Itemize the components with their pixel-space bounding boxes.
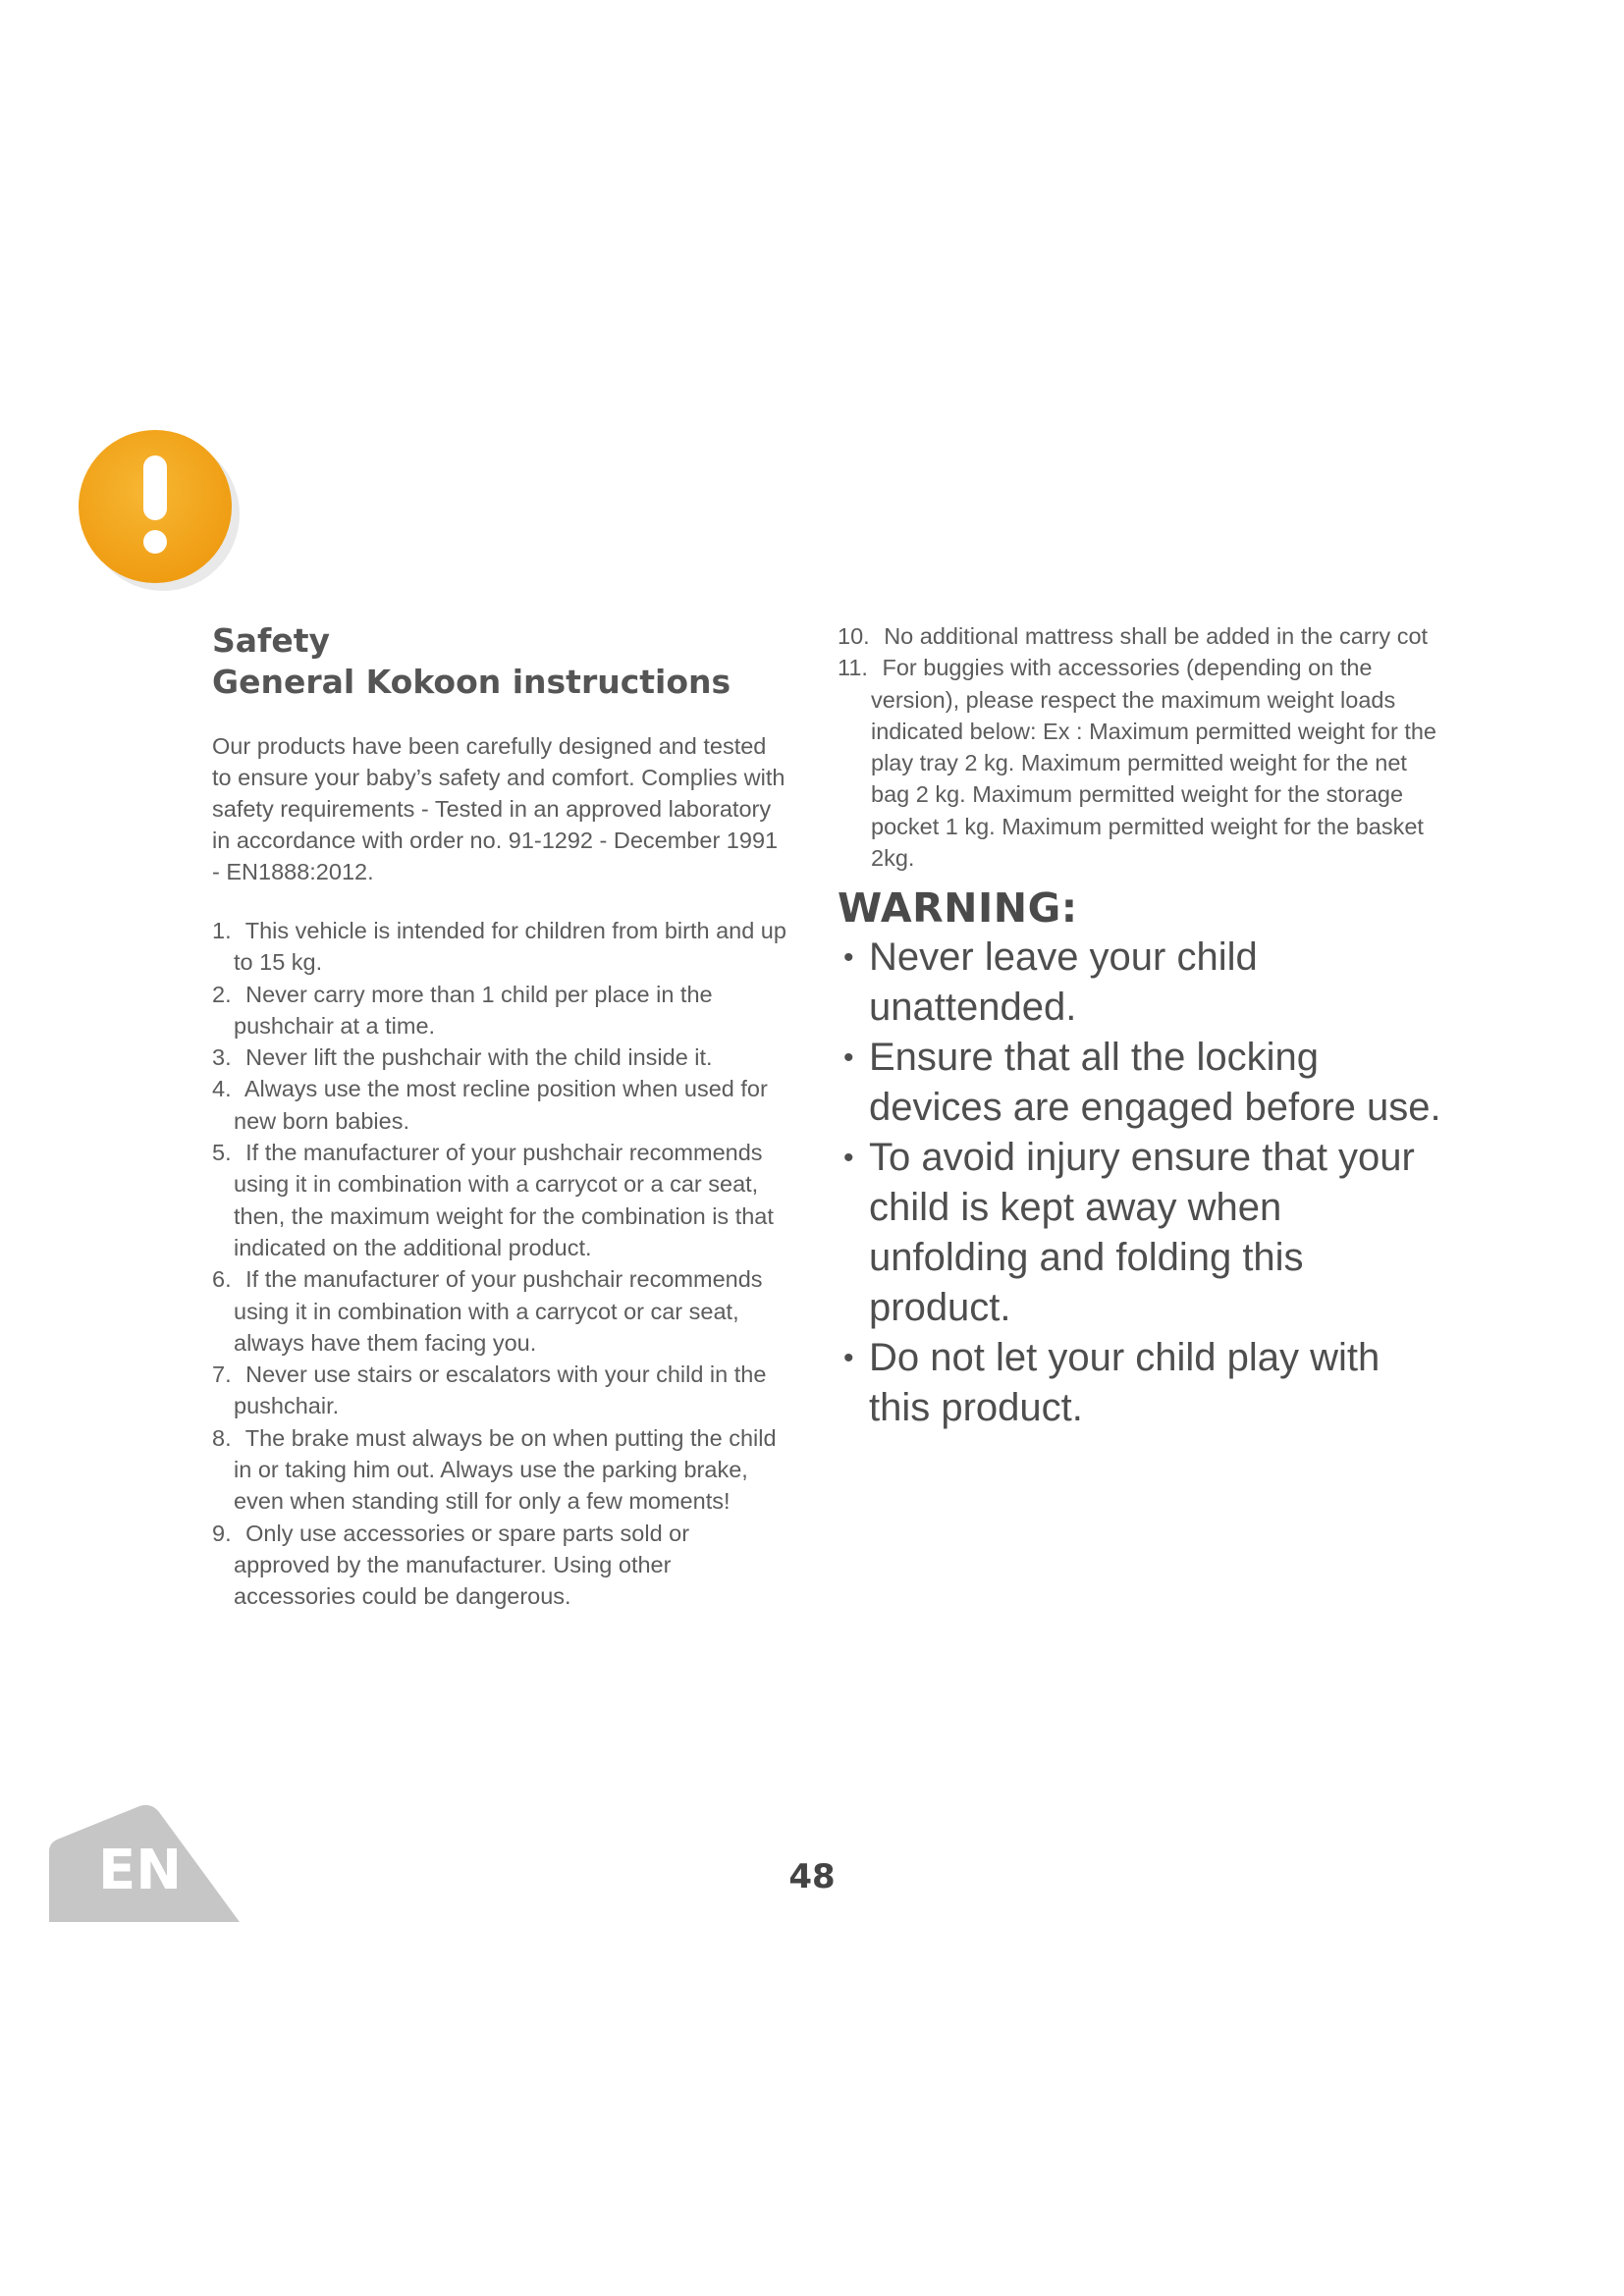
list-item: 10. No additional mattress shall be added in the carry cot — [838, 623, 1429, 649]
bullet-icon: • — [843, 941, 854, 975]
language-tab — [49, 1804, 240, 1922]
bullet-icon: • — [843, 1041, 854, 1075]
warning-list — [838, 933, 1446, 1433]
title-line-2: General Kokoon instructions — [212, 663, 731, 701]
list-item: 9. Only use accessories or spare parts sold or approved by the manufacturer. Using other accessories could be dangerous. — [212, 1520, 690, 1610]
instructions-list-right — [838, 620, 1446, 874]
right-column — [838, 620, 1446, 1433]
bullet-icon: • — [843, 1142, 854, 1175]
warning-item: • To avoid injury ensure that your child is kept away when unfolding and folding this product. — [838, 1133, 1446, 1333]
list-item: 4. Always use the most recline position when used for new born babies. — [212, 1076, 768, 1134]
warning-heading: WARNING: — [838, 884, 1078, 933]
instructions-list-left — [212, 915, 791, 1613]
list-item: 7. Never use stairs or escalators with your child in the pushchair. — [212, 1362, 767, 1419]
section-title — [212, 620, 791, 703]
intro-paragraph: Our products have been carefully designed and tested to ensure your baby’s safety and comfort. Complies with safety requirements - Tested in an approved laboratory in accordance with order no. 91-1292 - December 1991 - EN1888:2012. — [212, 733, 785, 884]
warning-item: • Never leave your child unattended. — [838, 933, 1446, 1033]
exclamation-icon — [73, 424, 242, 593]
left-column — [212, 620, 791, 1613]
warning-item: • Do not let your child play with this product. — [838, 1333, 1446, 1433]
list-item: 5. If the manufacturer of your pushchair recommends using it in combination with a carrycot or a car seat, then, the maximum weight for the combination is that indicated on the additional product. — [212, 1140, 774, 1260]
warning-item: • Ensure that all the locking devices are engaged before use. — [838, 1033, 1446, 1133]
list-item: 1. This vehicle is intended for children from birth and up to 15 kg. — [212, 918, 786, 976]
list-item: 8. The brake must always be on when putting the child in or taking him out. Always use the parking brake, even when standing still for only a few moments! — [212, 1424, 777, 1515]
title-line-1: Safety — [212, 621, 331, 660]
list-item: 3. Never lift the pushchair with the child inside it. — [212, 1044, 713, 1071]
bullet-icon: • — [843, 1342, 854, 1375]
list-item: 2. Never carry more than 1 child per place in the pushchair at a time. — [212, 981, 713, 1039]
page-number: 48 — [788, 1857, 836, 1896]
language-label: EN — [98, 1839, 183, 1902]
list-item: 6. If the manufacturer of your pushchair recommends using it in combination with a carrycot or car seat, always have them facing you. — [212, 1266, 763, 1356]
list-item: 11. For buggies with accessories (depending on the version), please respect the maximum weight loads indicated below: Ex : Maximum permitted weight for the play tray 2 kg. Maximum permitted weight for the net bag 2 kg. Maximum permitted weight for the storage pocket 1 kg. Maximum permitted weight for the basket 2kg. — [838, 655, 1437, 872]
